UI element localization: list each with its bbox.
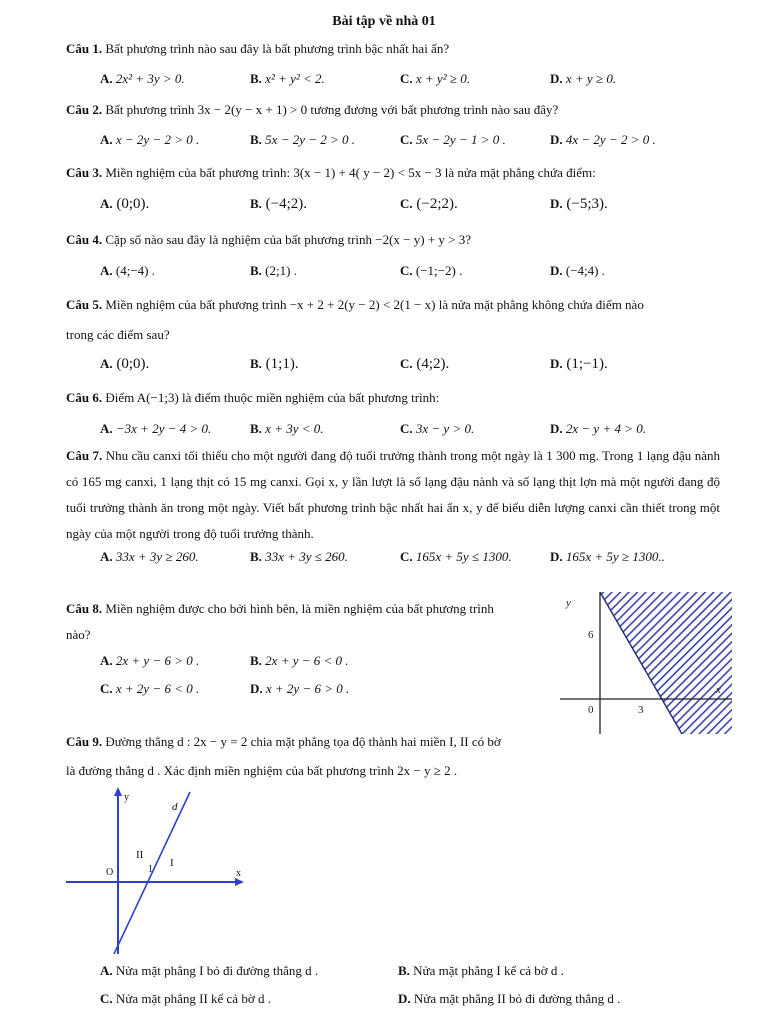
q9-option-c[interactable]: C. Nửa mặt phẳng II kể cả bờ d .: [100, 991, 271, 1006]
question-5: Câu 5. Miền nghiệm của bất phương trình −x + 2 + 2(y − 2) < 2(1 − x) là nửa mặt phẳng không chứa điểm nào: [66, 297, 644, 312]
q5-option-d[interactable]: D. (1;−1).: [550, 356, 608, 372]
q6-option-d[interactable]: D. 2x − y + 4 > 0.: [550, 421, 646, 436]
q8-origin-label: 0: [588, 704, 594, 716]
q9-region-2-label: II: [136, 849, 144, 861]
q9-option-a[interactable]: A. Nửa mặt phẳng I bỏ đi đường thẳng d .: [100, 963, 319, 978]
q1-option-d[interactable]: D. x + y ≥ 0.: [550, 71, 617, 86]
q5-option-b[interactable]: B. (1;1).: [250, 356, 299, 372]
question-9-cont: là đường thẳng d . Xác định miền nghiệm của bất phương trình 2x − y ≥ 2 .: [66, 763, 458, 778]
q2-option-c[interactable]: C. 5x − 2y − 1 > 0 .: [400, 132, 506, 147]
q7-option-b[interactable]: B. 33x + 3y ≤ 260.: [250, 549, 348, 564]
q7-option-d[interactable]: D. 165x + 5y ≥ 1300..: [550, 549, 665, 564]
q3-option-c[interactable]: C. (−2;2).: [400, 196, 458, 212]
q9-y-arrow: [114, 787, 122, 796]
question-7: Câu 7. Nhu cầu canxi tối thiểu cho một người đang độ tuổi trưởng thành trong một ngày là 1 300 mg. Trong 1 lạng đậu nành có 165 mg canxi, 1 lạng thịt có 15 mg canxi. Gọi x, y lần lượt là số lạng đậu nành và số lạng thịt lợn mà một người đang độ tuổi trưởng thành ăn trong một ngày. Viết bất phương trình bậc nhất hai ẩn x, y để biểu diễn lượng canxi cần thiết trong một ngày của một người trong độ tuổi trưởng thành.: [66, 448, 720, 541]
question-4: Câu 4. Cặp số nào sau đây là nghiệm của bất phương trình −2(x − y) + y > 3?: [66, 232, 472, 247]
q9-option-d[interactable]: D. Nửa mặt phẳng II bỏ đi đường thẳng d .: [398, 991, 621, 1006]
q2-option-d[interactable]: D. 4x − 2y − 2 > 0 .: [550, 132, 656, 147]
question-text: Bất phương trình nào sau đây là bất phương trình bậc nhất hai ẩn?: [105, 41, 450, 56]
q9-option-b[interactable]: B. Nửa mặt phẳng I kể cả bờ d .: [398, 963, 564, 978]
question-2: Câu 2. Bất phương trình 3x − 2(y − x + 1) > 0 tương đương với bất phương trình nào sau đây?: [66, 102, 559, 117]
question-8: Câu 8. Miền nghiệm được cho bởi hình bên, là miền nghiệm của bất phương trình: [66, 601, 494, 616]
q8-figure: [560, 592, 732, 734]
q9-x-axis-label: x: [236, 868, 241, 879]
question-5-cont: trong các điểm sau?: [66, 327, 170, 342]
q2-option-b[interactable]: B. 5x − 2y − 2 > 0 .: [250, 132, 356, 147]
page-title: Bài tập về nhà 01: [332, 14, 436, 29]
q4-option-d[interactable]: D. (−4;4) .: [550, 263, 605, 278]
q4-option-c[interactable]: C. (−1;−2) .: [400, 263, 463, 278]
q5-option-c[interactable]: C. (4;2).: [400, 356, 450, 372]
q3-option-b[interactable]: B. (−4;2).: [250, 196, 308, 212]
q9-y-axis-label: y: [124, 792, 129, 803]
q8-option-a[interactable]: A. 2x + y − 6 > 0 .: [100, 653, 200, 668]
q8-x-tick-label: 3: [638, 704, 644, 716]
q9-line-label: d: [172, 801, 178, 813]
q3-option-a[interactable]: A. (0;0).: [100, 196, 150, 212]
question-8-cont: nào?: [66, 627, 91, 642]
q8-x-axis-label: x: [716, 684, 721, 696]
question-1: [66, 40, 449, 58]
q6-option-a[interactable]: A. −3x + 2y − 4 > 0.: [100, 421, 212, 436]
q3-option-d[interactable]: D. (−5;3).: [550, 196, 608, 212]
question-9: Câu 9. Đường thẳng d : 2x − y = 2 chia mặt phẳng tọa độ thành hai miền I, II có bờ: [66, 734, 501, 749]
q7-option-c[interactable]: C. 165x + 5y ≤ 1300.: [400, 549, 512, 564]
q9-x-arrow: [235, 878, 244, 886]
q6-option-b[interactable]: B. x + 3y < 0.: [250, 421, 324, 436]
q8-y-tick-label: 6: [588, 629, 594, 641]
q7-option-a[interactable]: A. 33x + 3y ≥ 260.: [100, 549, 199, 564]
q1-option-c[interactable]: C. x + y² ≥ 0.: [400, 71, 470, 86]
q5-option-a[interactable]: A. (0;0).: [100, 356, 150, 372]
q2-option-a[interactable]: A. x − 2y − 2 > 0 .: [100, 132, 200, 147]
q8-option-d[interactable]: D. x + 2y − 6 > 0 .: [250, 681, 350, 696]
q6-option-c[interactable]: C. 3x − y > 0.: [400, 421, 475, 436]
q8-option-b[interactable]: B. 2x + y − 6 < 0 .: [250, 653, 349, 668]
q8-y-axis-label: y: [566, 597, 571, 609]
q8-option-c[interactable]: C. x + 2y − 6 < 0 .: [100, 681, 200, 696]
q9-origin-label: O: [106, 867, 114, 878]
q9-x-tick-label: 1: [148, 864, 153, 875]
q1-option-a[interactable]: A. 2x² + 3y > 0.: [100, 71, 185, 86]
question-label: Câu 1.: [66, 41, 103, 56]
q4-option-b[interactable]: B. (2;1) .: [250, 263, 297, 278]
question-3: Câu 3. Miền nghiệm của bất phương trình: 3(x − 1) + 4( y − 2) < 5x − 3 là nửa mặt phẳng chứa điểm:: [66, 165, 596, 180]
q4-option-a[interactable]: A. (4;−4) .: [100, 263, 155, 278]
q1-option-b[interactable]: B. x² + y² < 2.: [250, 71, 325, 86]
q9-figure: [64, 784, 246, 956]
question-6: Câu 6. Điểm A(−1;3) là điểm thuộc miền nghiệm của bất phương trình:: [66, 390, 440, 405]
q9-region-1-label: I: [170, 857, 174, 869]
